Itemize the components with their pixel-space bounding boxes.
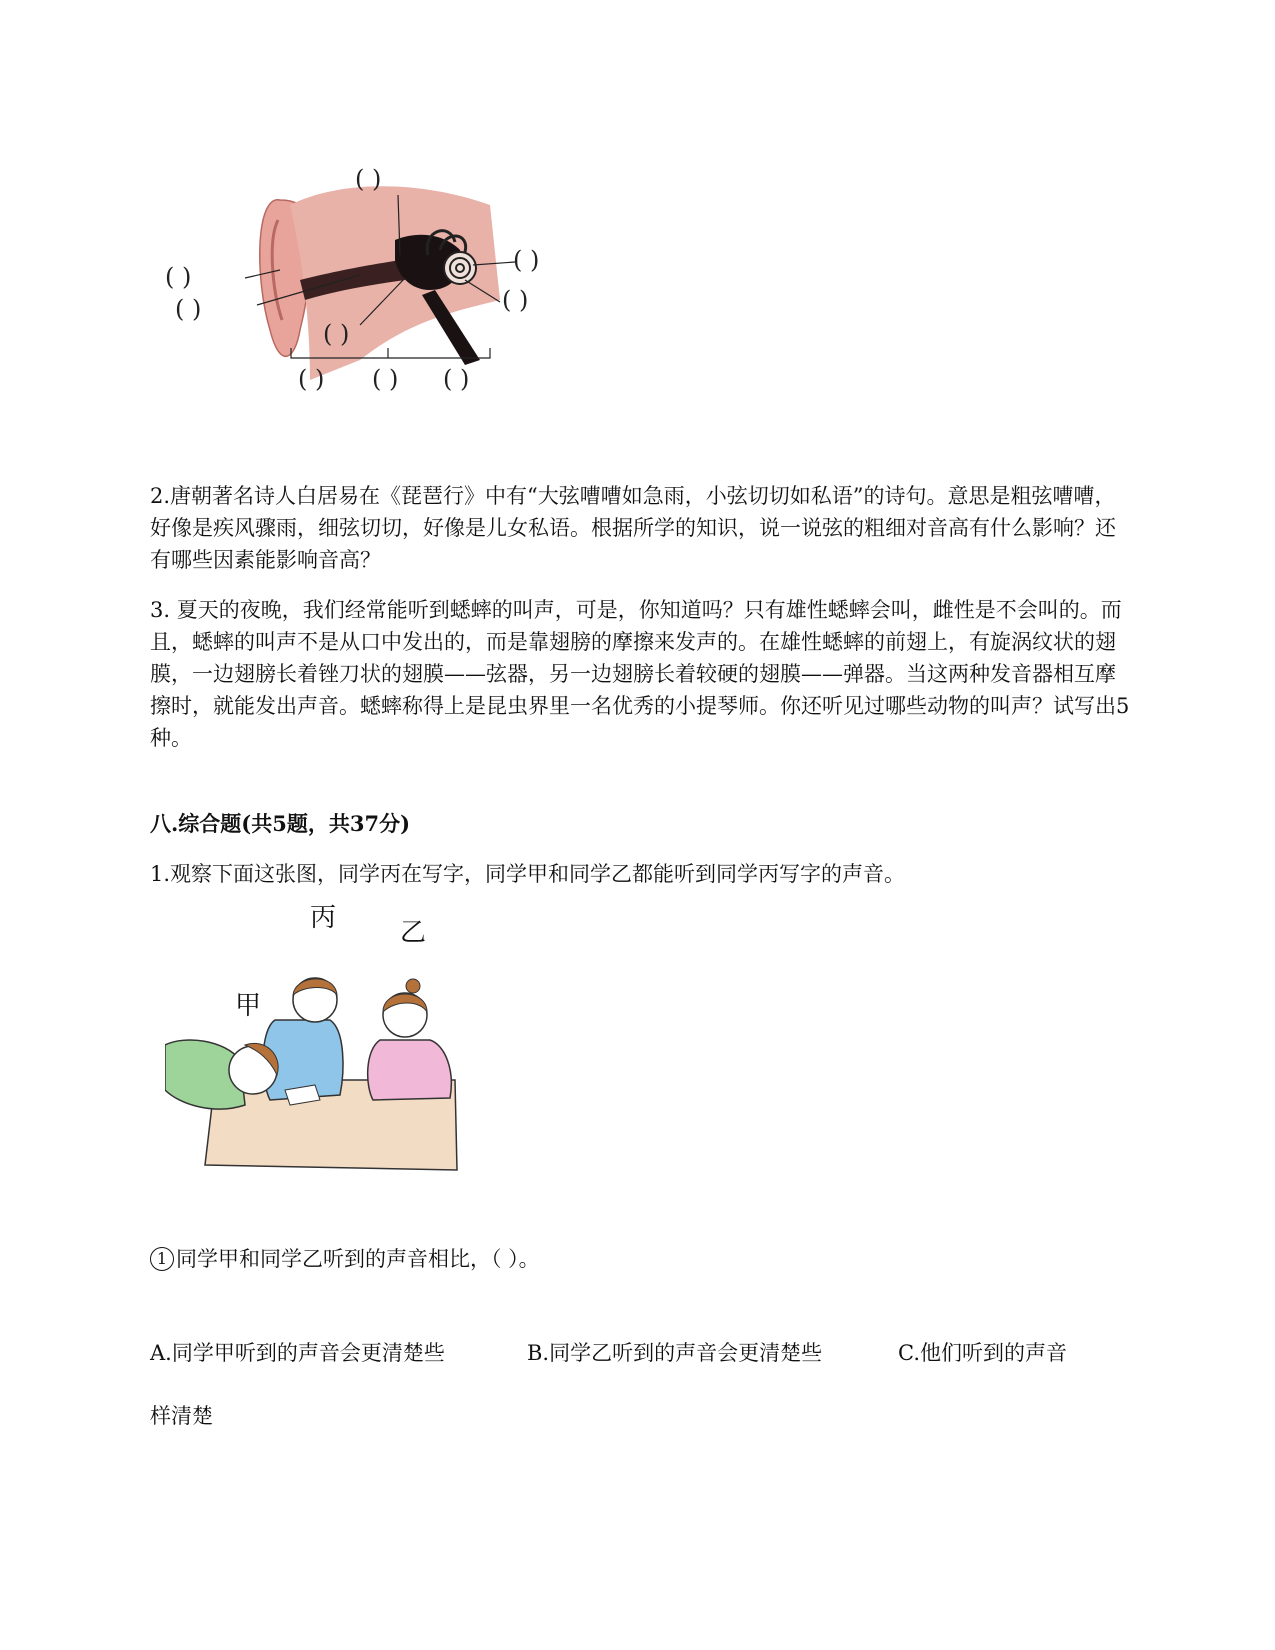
question-3-text: 3. 夏天的夜晚，我们经常能听到蟋蟀的叫声，可是，你知道吗？只有雄性蟋蟀会叫，雌性是不会叫的。而且，蟋蟀的叫声不是从口中发出的，而是靠翅膀的摩擦来发声的。在雄性蟋蟀的前翅上，有旋涡纹状的翅膜，一边翅膀长着锉刀状的翅膜——弦器，另一边翅膀长着较硬的翅膜——弹器。当这两种发音器相互摩擦时，就能发出声音。蟋蟀称得上是昆虫界里一名优秀的小提琴师。你还听见过哪些动物的叫声？试写出5种。	[150, 598, 1130, 750]
option-c: C.他们听到的声音	[898, 1341, 1067, 1365]
ear-label-bottom-blank-3: ( )	[443, 365, 470, 393]
student-label-bing: 丙	[310, 903, 337, 933]
student-label-jia: 甲	[235, 991, 262, 1021]
ear-label-right-blank-1: ( )	[513, 246, 540, 274]
sub-question-1-text: 同学甲和同学乙听到的声音相比，（ ）。	[176, 1247, 540, 1271]
section-question-1-intro: 1.观察下面这张图，同学丙在写字，同学甲和同学乙都能听到同学丙写字的声音。	[150, 862, 906, 886]
ear-label-left-blank-2: ( )	[175, 295, 202, 323]
students-illustration	[165, 903, 485, 1180]
section-title: 八.综合题(共5题，共37分)	[150, 811, 411, 836]
student-label-yi: 乙	[400, 918, 427, 948]
option-c-continuation: 样清楚	[150, 1404, 213, 1428]
sub-question-1	[150, 1243, 540, 1273]
option-b: B.同学乙听到的声音会更清楚些	[527, 1341, 823, 1365]
circled-number-marker: 1	[150, 1247, 174, 1271]
question-2-text: 2.唐朝著名诗人白居易在《琵琶行》中有“大弦嘈嘈如急雨，小弦切切如私语”的诗句。意思是粗弦嘈嘈，好像是疾风骤雨，细弦切切，好像是儿女私语。根据所学的知识，说一说弦的粗细对音高有什么影响？还有哪些因素能影响音高？	[150, 484, 1116, 572]
ear-label-inner-blank: ( )	[323, 320, 350, 348]
option-a: A.同学甲听到的声音会更清楚些	[150, 1341, 445, 1365]
ear-diagram	[160, 160, 630, 415]
ear-label-bottom-blank-1: ( )	[298, 365, 325, 393]
ear-label-top-blank: ( )	[355, 165, 382, 193]
students-drawing	[165, 940, 485, 1180]
ear-label-right-blank-2: ( )	[502, 286, 529, 314]
ear-label-left-blank-1: ( )	[165, 263, 192, 291]
ear-label-bottom-blank-2: ( )	[372, 365, 399, 393]
